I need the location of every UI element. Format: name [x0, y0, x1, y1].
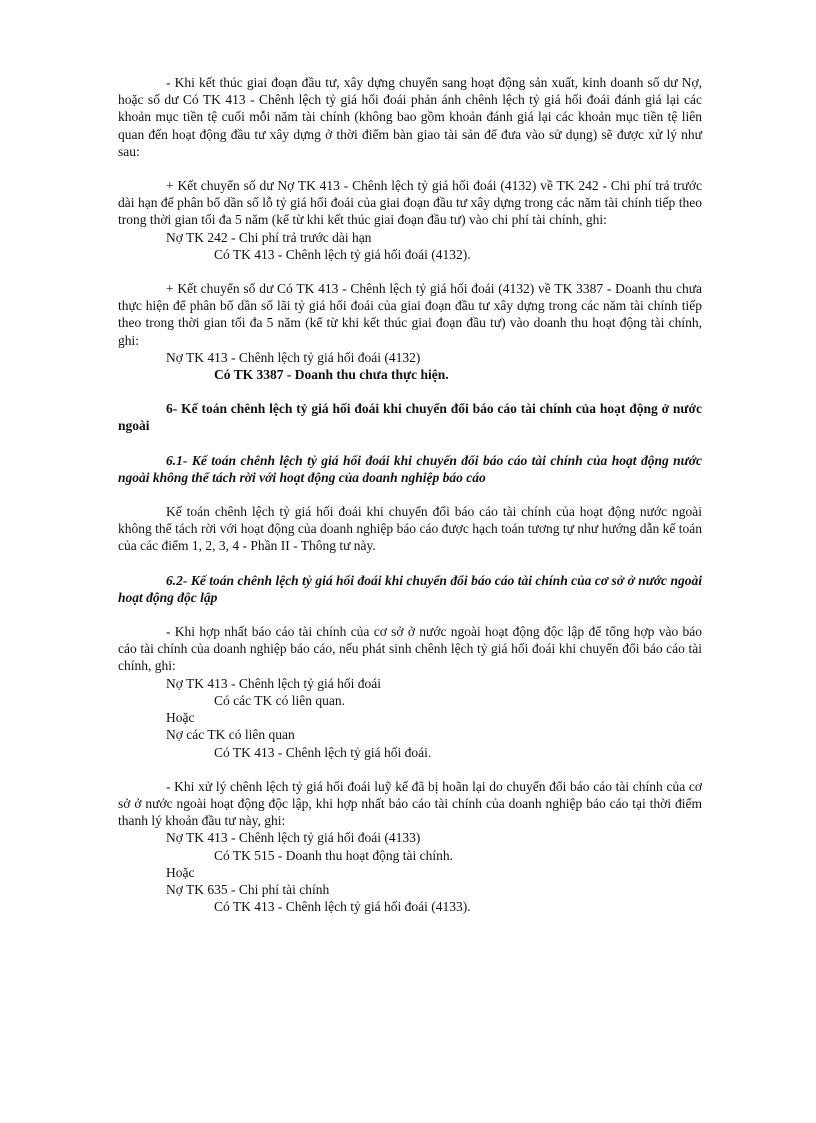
- entry-or-line: Hoặc: [166, 864, 195, 880]
- entry-credit-line: Có TK 515 - Doanh thu hoạt động tài chính.: [214, 847, 453, 863]
- paragraph-credit-transfer: + Kết chuyển số dư Có TK 413 - Chênh lệch tỷ giá hối đoái (4132) về TK 3387 - Doanh thu chưa thực hiện để phân bổ dần số lãi tỷ giá hối đoái của giai đoạn đầu tư xây dựng trong các năm tài chính tiếp theo trong thời gian tối đa 5 năm (kể từ khi kết thúc giai đoạn đầu tư) vào doanh thu hoạt động tài chính, ghi:: [118, 281, 702, 348]
- paragraph-debit-transfer: + Kết chuyển số dư Nợ TK 413 - Chênh lệch tỷ giá hối đoái (4132) về TK 242 - Chi phí trả trước dài hạn để phân bổ dần số lỗ tỷ giá hối đoái của giai đoạn đầu tư xây dựng trong các năm tài chính tiếp theo trong thời gian tối đa 5 năm (kể từ khi kết thúc giai đoạn đầu tư) vào chi phí tài chính, ghi:: [118, 178, 702, 228]
- section-heading-6-1: 6.1- Kế toán chênh lệch tỷ giá hối đoái khi chuyển đổi báo cáo tài chính của hoạt động nước ngoài không thể tách rời với hoạt động của doanh nghiệp báo cáo: [118, 452, 702, 485]
- entry-credit-line: Có các TK có liên quan.: [214, 692, 345, 708]
- entry-credit-line: Có TK 413 - Chênh lệch tỷ giá hối đoái (4132).: [214, 246, 471, 262]
- entry-debit-line: Nợ TK 635 - Chi phí tài chính: [166, 881, 330, 897]
- entry-debit-line: Nợ TK 242 - Chi phí trả trước dài hạn: [166, 229, 372, 245]
- paragraph-consolidation: - Khi hợp nhất báo cáo tài chính của cơ sở ở nước ngoài hoạt động độc lập để tổng hợp vào báo cáo tài chính của doanh nghiệp báo cáo, nếu phát sinh chênh lệch tỷ giá hối đoái khi chuyển đổi báo cáo tài chính, ghi:: [118, 624, 702, 674]
- paragraph-6-1-body: Kế toán chênh lệch tỷ giá hối đoái khi chuyển đổi báo cáo tài chính của hoạt động nước ngoài không thể tách rời với hoạt động của doanh nghiệp báo cáo được hạch toán tương tự như hướng dẫn kế toán của các điểm 1, 2, 3, 4 - Phần II - Thông tư này.: [118, 504, 702, 554]
- section-heading-6: 6- Kế toán chênh lệch tỷ giá hối đoái khi chuyển đổi báo cáo tài chính của hoạt động ở nước ngoài: [118, 401, 702, 434]
- section-heading-6-2: 6.2- Kế toán chênh lệch tỷ giá hối đoái khi chuyển đổi báo cáo tài chính của cơ sở ở nước ngoài hoạt động độc lập: [118, 572, 702, 605]
- paragraph-investment-end: - Khi kết thúc giai đoạn đầu tư, xây dựng chuyển sang hoạt động sản xuất, kinh doanh số dư Nợ, hoặc số dư Có TK 413 - Chênh lệch tỷ giá hối đoái phản ánh chênh lệch tỷ giá hối đoái đánh giá lại các khoản mục tiền tệ cuối mỗi năm tài chính (không bao gồm khoản đánh giá lại các khoản mục tiền tệ liên quan đến hoạt động đầu tư xây dựng ở thời điểm bàn giao tài sản để đưa vào sử dụng) sẽ được xử lý như sau:: [118, 75, 702, 159]
- document-page: [118, 74, 702, 915]
- paragraph-deferred-handling: - Khi xử lý chênh lệch tỷ giá hối đoái luỹ kế đã bị hoãn lại do chuyển đổi báo cáo tài chính của cơ sở ở nước ngoài hoạt động độc lập, khi hợp nhất báo cáo tài chính của doanh nghiệp báo cáo tại thời điểm thanh lý khoản đầu tư này, ghi:: [118, 778, 702, 829]
- entry-credit-line: Có TK 413 - Chênh lệch tỷ giá hối đoái (4133).: [214, 899, 471, 915]
- entry-debit-line: Nợ các TK có liên quan: [166, 727, 295, 743]
- entry-credit-line: Có TK 3387 - Doanh thu chưa thực hiện.: [214, 367, 449, 383]
- entry-debit-line: Nợ TK 413 - Chênh lệch tỷ giá hối đoái (4132): [166, 349, 421, 365]
- entry-debit-line: Nợ TK 413 - Chênh lệch tỷ giá hối đoái: [166, 675, 381, 691]
- entry-credit-line: Có TK 413 - Chênh lệch tỷ giá hối đoái.: [214, 744, 432, 760]
- entry-debit-line: Nợ TK 413 - Chênh lệch tỷ giá hối đoái (4133): [166, 830, 421, 846]
- entry-or-line: Hoặc: [166, 710, 195, 726]
